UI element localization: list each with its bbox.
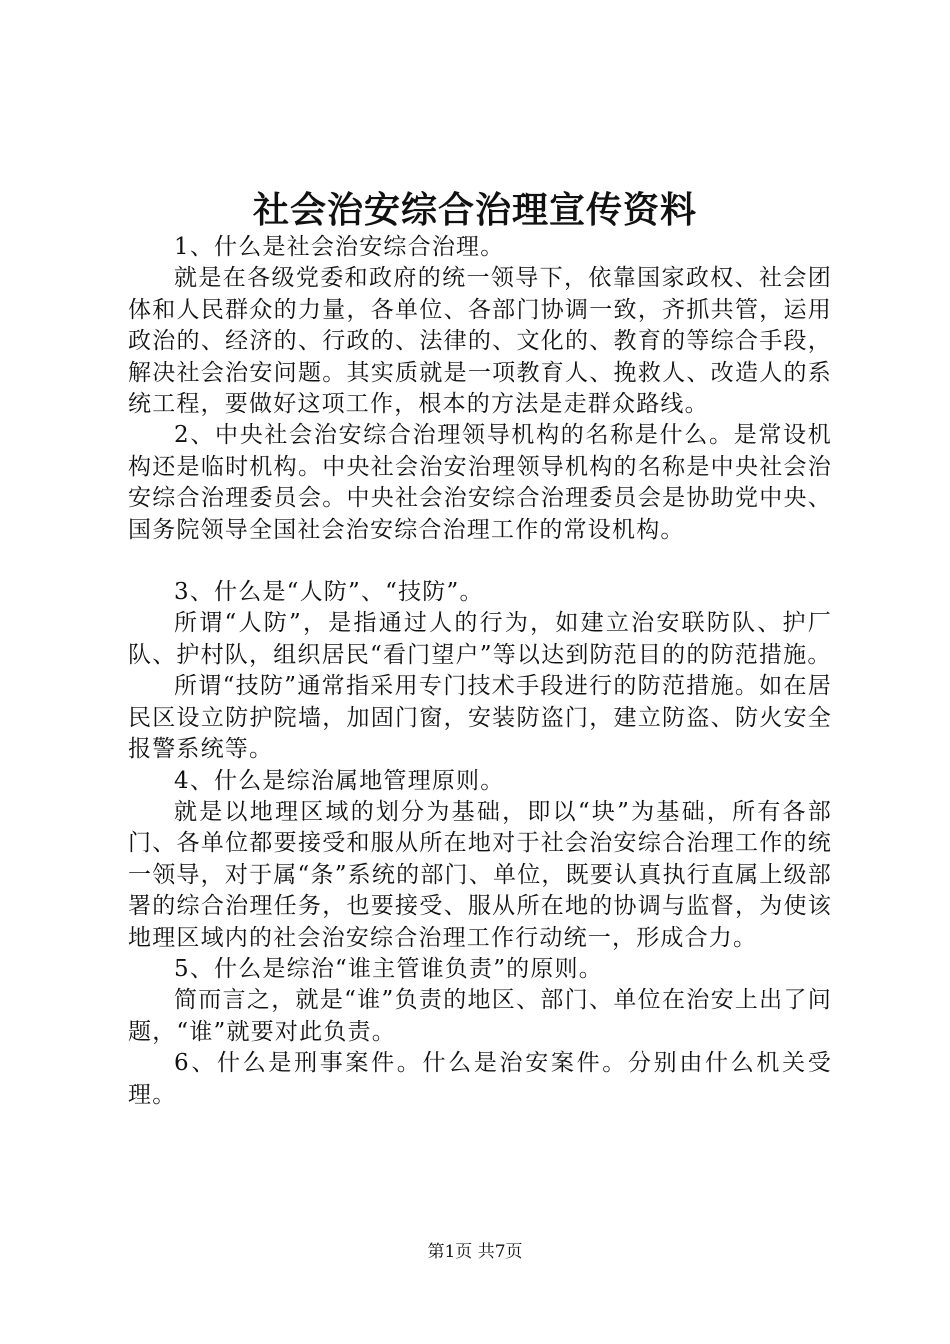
document-body: [128, 232, 832, 1111]
paragraph-a5: 简而言之，就是“谁”负责的地区、部门、单位在治安上出了问题，“谁”就要对此负责。: [128, 987, 832, 1045]
paragraph-q3: 3、什么是“人防”、“技防”。: [174, 579, 484, 606]
paragraph-a4: 就是以地理区域的划分为基础，即以“块”为基础，所有各部门、各单位都要接受和服从所在地对于社会治安综合治理工作的统一领导，对于属“条”系统的部门、单位，既要认真执行直属上级部署的综合治理任务，也要接受、服从所在地的协调与监督，为使该地理区域内的社会治安综合治理工作行动统一，形成合力。: [128, 798, 832, 951]
paragraph-a3-jifang: 所谓“技防”通常指采用专门技术手段进行的防范措施。如在居民区设立防护院墙，加固门窗，安装防盗门，建立防盗、防火安全报警系统等。: [128, 673, 832, 763]
paragraph-q5: 5、什么是综治“谁主管谁负责”的原则。: [174, 955, 603, 982]
document-title: 社会治安综合治理宣传资料: [252, 189, 697, 231]
paragraph-spacer: [128, 546, 832, 577]
paragraph-a1: 就是在各级党委和政府的统一领导下，依靠国家政权、社会团体和人民群众的力量，各单位、各部门协调一致，齐抓共管，运用政治的、经济的、行政的、法律的、文化的、教育的等综合手段，解决社会治安问题。其实质就是一项教育人、挽救人、改造人的系统工程，要做好这项工作，根本的方法是走群众路线。: [128, 265, 832, 418]
paragraph-q6: 6、什么是刑事案件。什么是治安案件。分别由什么机关受理。: [128, 1050, 832, 1108]
paragraph-a3-renfang: 所谓“人防”，是指通过人的行为，如建立治安联防队、护厂队、护村队，组织居民“看门望户”等以达到防范目的的防范措施。: [128, 610, 832, 668]
paragraph-q1: 1、什么是社会治安综合治理。: [174, 234, 505, 260]
paragraph-q4: 4、什么是综治属地管理原则。: [174, 767, 505, 794]
page-number-footer: 第1页 共7页: [427, 1242, 523, 1262]
paragraph-q2: 2、中央社会治安综合治理领导机构的名称是什么。是常设机构还是临时机构。中央社会治安治理领导机构的名称是中央社会治安综合治理委员会。中央社会治安综合治理委员会是协助党中央、国务院领导全国社会治安综合治理工作的常设机构。: [128, 422, 832, 543]
